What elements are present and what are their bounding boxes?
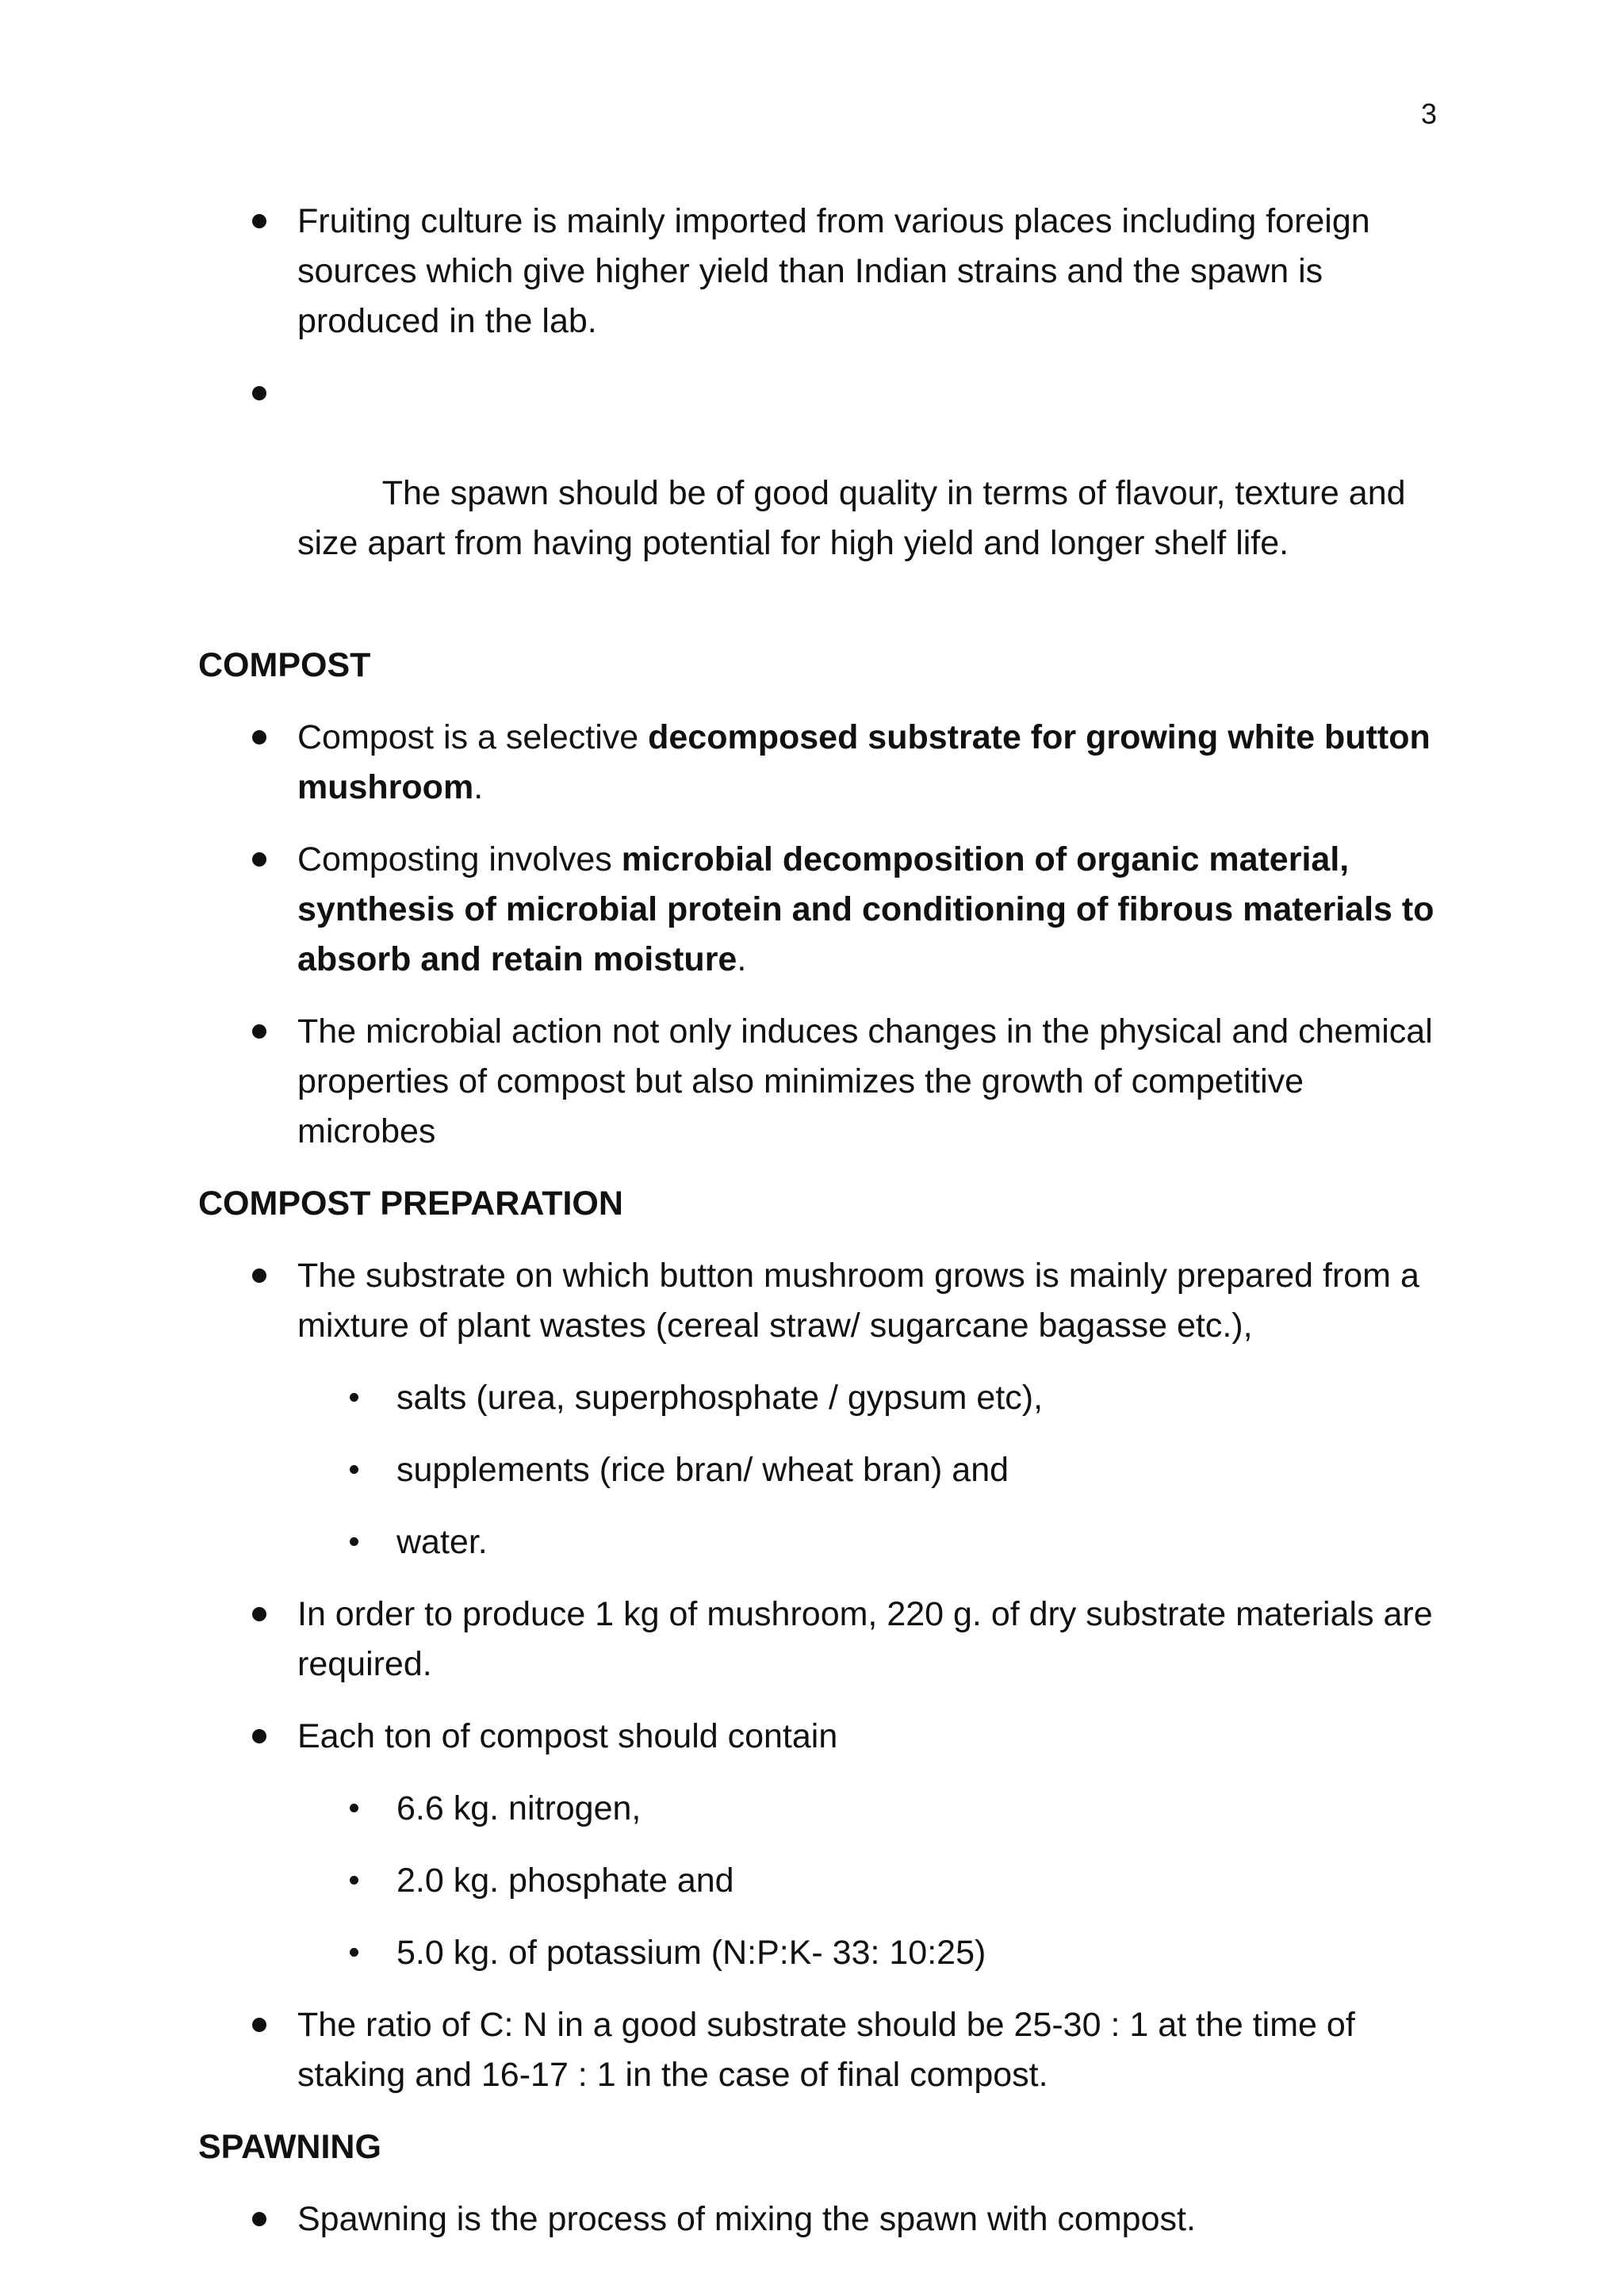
list-item-text-post: . (473, 768, 484, 806)
list-item (198, 2000, 1435, 2100)
section-heading-compost-preparation: COMPOST PREPARATION (198, 1184, 623, 1223)
list-item-text: The spawn should be of good quality in terms of flavour, texture and size apart from having potential for high yield and longer shelf life. (297, 474, 1415, 562)
list-item-text: In order to produce 1 kg of mushroom, 220 g. of dry substrate materials are required. (297, 1595, 1433, 1683)
sub-list (297, 1373, 1435, 1567)
list-item-text-post: . (737, 940, 747, 978)
bullet-icon (350, 1465, 358, 1474)
bullet-icon (350, 1804, 358, 1812)
section-heading-spawning: SPAWNING (198, 2128, 381, 2166)
bullet-icon (252, 214, 266, 228)
sub-list-item (297, 1784, 1435, 1834)
list-item (198, 1590, 1435, 1689)
bullet-icon (350, 1393, 358, 1402)
list-item-text: Fruiting culture is mainly imported from various places including foreign sources which give higher yield than Indian strains and the spawn is produced in the lab. (297, 202, 1370, 340)
list-item-text-pre: Compost is a selective (297, 718, 649, 756)
bullet-icon (350, 1948, 358, 1957)
list-item (198, 2195, 1435, 2244)
list-item (198, 369, 1435, 618)
page-number: 3 (1420, 98, 1437, 130)
bullet-icon (252, 1729, 266, 1743)
intro-list (198, 197, 1435, 618)
list-item-text-bold: microbial decomposition of organic material, synthesis of microbial protein and conditioning of fibrous materials to absorb and retain moisture (297, 840, 1434, 978)
sub-list-item (297, 1856, 1435, 1906)
bullet-icon (252, 1269, 266, 1283)
section-heading-compost: COMPOST (198, 646, 371, 684)
spawning-list (198, 2195, 1435, 2244)
compost-preparation-list (198, 1251, 1435, 2100)
sub-list (297, 1784, 1435, 1978)
sub-list-item-text: salts (urea, superphosphate / gypsum etc), (396, 1379, 1044, 1417)
list-item (198, 1251, 1435, 1567)
list-item (198, 713, 1435, 813)
bullet-icon (252, 1607, 266, 1621)
list-item (198, 1712, 1435, 1978)
sub-list-item-text: 6.6 kg. nitrogen, (396, 1789, 642, 1827)
bullet-icon (350, 1876, 358, 1885)
bullet-icon (252, 852, 266, 867)
compost-list (198, 713, 1435, 1157)
bullet-icon (252, 2018, 266, 2032)
list-item-text: Each ton of compost should contain (297, 1717, 838, 1755)
sub-list-item-text: supplements (rice bran/ wheat bran) and (396, 1451, 1009, 1489)
list-item-text-bold: decomposed substrate for growing white button mushroom (297, 718, 1431, 806)
list-item-text: The substrate on which button mushroom grows is mainly prepared from a mixture of plant wastes (cereal straw/ sugarcane bagasse etc.), (297, 1257, 1419, 1345)
bullet-icon (252, 1024, 266, 1039)
bullet-icon (350, 1537, 358, 1546)
sub-list-item-text: water. (396, 1523, 488, 1561)
bullet-icon (252, 386, 266, 400)
bullet-icon (252, 2212, 266, 2226)
bullet-icon (252, 730, 266, 744)
list-item-text: Spawning is the process of mixing the spawn with compost. (297, 2200, 1196, 2238)
list-item-text: The ratio of C: N in a good substrate should be 25-30 : 1 at the time of staking and 16-17 : 1 in the case of final compost. (297, 2006, 1355, 2094)
list-item (198, 197, 1435, 346)
list-item-text-pre: Composting involves (297, 840, 622, 878)
sub-list-item (297, 1517, 1435, 1567)
sub-list-item (297, 1373, 1435, 1423)
list-item-text: The microbial action not only induces changes in the physical and chemical properties of compost but also minimizes the growth of competitive microbes (297, 1012, 1433, 1150)
sub-list-item-text: 5.0 kg. of potassium (N:P:K- 33: 10:25) (396, 1934, 986, 1972)
page-content (198, 197, 1435, 2267)
list-item (198, 1007, 1435, 1157)
sub-list-item (297, 1445, 1435, 1495)
sub-list-item-text: 2.0 kg. phosphate and (396, 1862, 734, 1900)
list-item (198, 835, 1435, 985)
sub-list-item (297, 1928, 1435, 1978)
